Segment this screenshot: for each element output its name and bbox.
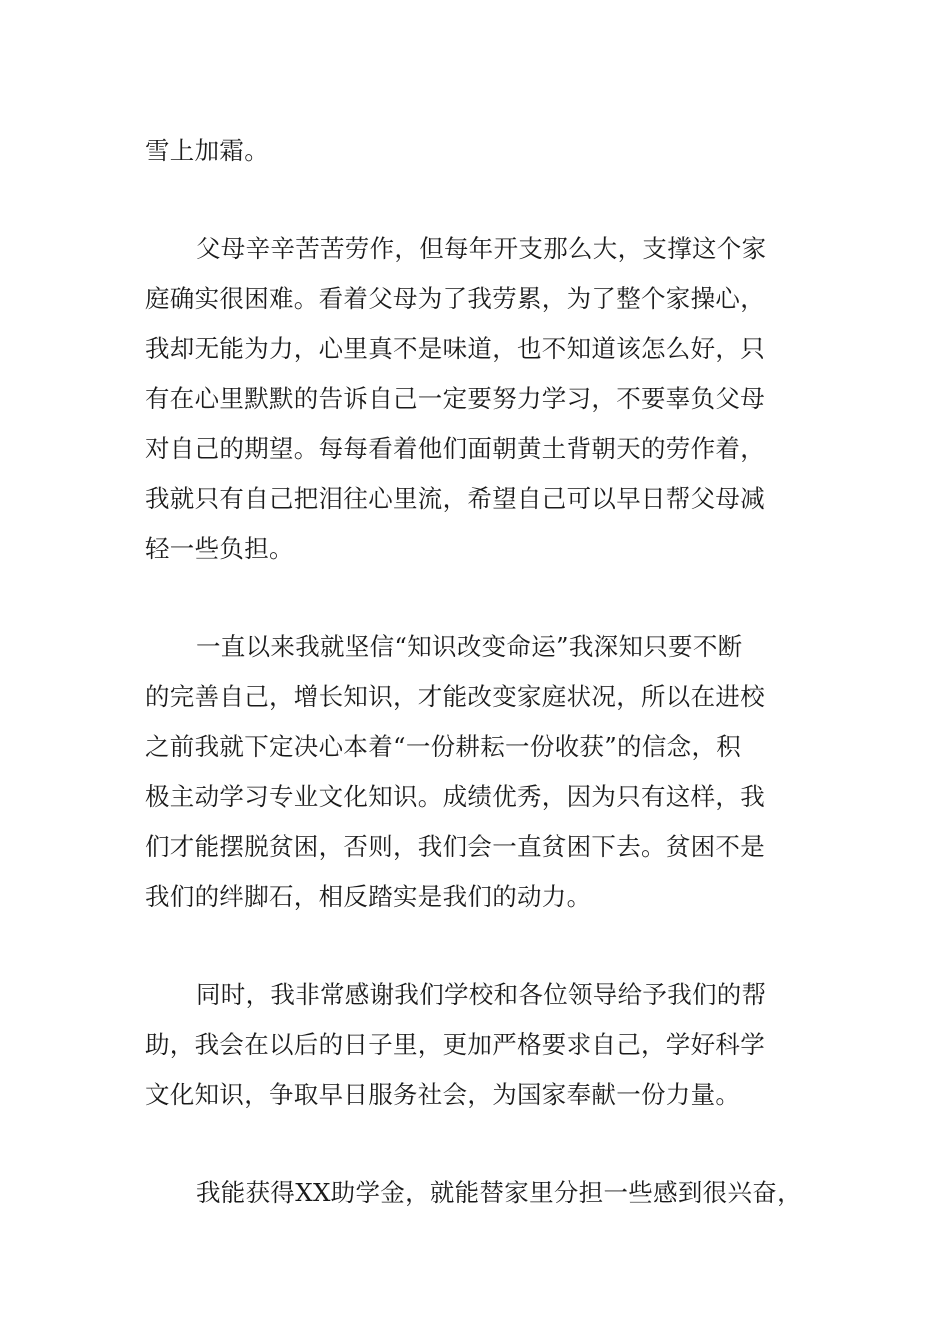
paragraph-3-line-4: 极主动学习专业文化知识。成绩优秀，因为只有这样，我 [145, 782, 765, 811]
paragraph-2-line-7: 轻一些负担。 [145, 534, 294, 563]
paragraph-2-line-6: 我就只有自己把泪往心里流，希望自己可以早日帮父母减 [145, 484, 765, 513]
paragraph-3-line-6: 我们的绊脚石，相反踏实是我们的动力。 [145, 882, 592, 911]
paragraph-2-line-2: 庭确实很困难。看着父母为了我劳累，为了整个家操心， [145, 284, 765, 313]
paragraph-3-line-5: 们才能摆脱贫困，否则，我们会一直贫困下去。贫困不是 [145, 832, 765, 861]
paragraph-2-line-3: 我却无能为力，心里真不是味道，也不知道该怎么好，只 [145, 334, 765, 363]
paragraph-5-line-1: 我能获得XX助学金，就能替家里分担一些感到很兴奋， [196, 1178, 802, 1207]
paragraph-2-line-4: 有在心里默默的告诉自己一定要努力学习，不要辜负父母 [145, 384, 765, 413]
paragraph-3-line-2: 的完善自己，增长知识，才能改变家庭状况，所以在进校 [145, 682, 765, 711]
paragraph-4-line-3: 文化知识，争取早日服务社会，为国家奉献一份力量。 [145, 1080, 741, 1109]
paragraph-2-line-1: 父母辛辛苦苦劳作，但每年开支那么大，支撑这个家 [196, 234, 767, 263]
paragraph-3-line-1: 一直以来我就坚信“知识改变命运”我深知只要不断 [196, 632, 743, 661]
paragraph-3-line-3: 之前我就下定决心本着“一份耕耘一份收获”的信念，积 [145, 732, 742, 761]
paragraph-1-line-1: 雪上加霜。 [145, 136, 269, 165]
paragraph-2-line-5: 对自己的期望。每每看着他们面朝黄土背朝天的劳作着， [145, 434, 765, 463]
paragraph-4-line-2: 助，我会在以后的日子里，更加严格要求自己，学好科学 [145, 1030, 765, 1059]
paragraph-4-line-1: 同时，我非常感谢我们学校和各位领导给予我们的帮 [196, 980, 767, 1009]
